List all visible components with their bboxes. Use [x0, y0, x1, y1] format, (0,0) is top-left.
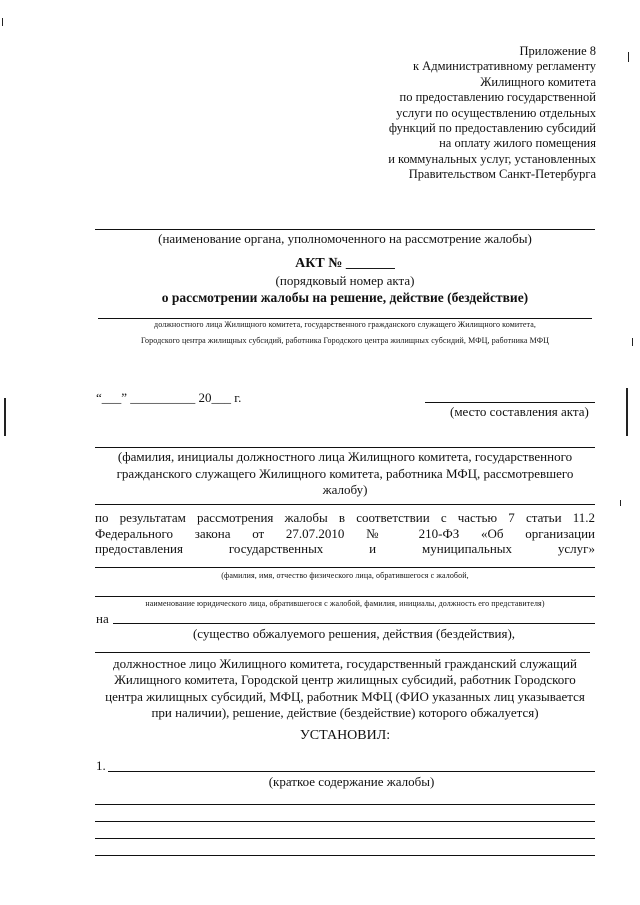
summary-line[interactable] — [95, 838, 595, 839]
subject-caption: (существо обжалуемого решения, действия (бездействия), — [192, 626, 516, 641]
scan-mark — [632, 338, 633, 346]
official-text-line: должностное лицо Жилищного комитета, государственный гражданский служащий — [113, 656, 577, 671]
appendix-line: Приложение 8 — [519, 44, 596, 58]
organ-name-line — [95, 229, 595, 230]
place-line[interactable] — [425, 402, 595, 403]
appendix-line: услуги по осуществлению отдельных — [396, 105, 596, 120]
appendix-line: к Административному регламенту — [412, 59, 596, 74]
subject-line-2[interactable] — [95, 652, 590, 653]
subject-line[interactable] — [113, 623, 595, 624]
appendix-line: на оплату жилого помещения — [439, 136, 596, 151]
appendix-line: Правительством Санкт-Петербурга — [408, 167, 596, 182]
appendix-line: и коммунальных услуг, установленных — [388, 151, 596, 166]
official-text-line: Жилищного комитета, Городской центр жилищных субсидий, работник Городского — [114, 672, 576, 688]
place-caption: (место составления акта) — [450, 404, 589, 419]
scan-mark — [4, 398, 6, 436]
appendix-line: функций по предоставлению субсидий — [388, 121, 596, 136]
summary-line[interactable] — [95, 821, 595, 822]
official-caption: должностного лица Жилищного комитета, государственного гражданского служащего Жилищного комитета, — [154, 320, 536, 329]
scan-mark — [2, 18, 3, 26]
official-caption: Городского центра жилищных субсидий, работника Городского центра жилищных субсидий, МФЦ, работника МФЦ — [140, 336, 549, 345]
appendix-block — [360, 44, 596, 183]
official-text-line: при наличии), решение, действие (бездействие) которого обжалуется) — [151, 705, 539, 721]
legal-entity-caption: наименование юридического лица, обратившегося с жалобой, фамилия, инициалы, должность его представителя) — [145, 599, 545, 608]
scan-mark — [628, 52, 629, 62]
item-number: 1. — [96, 758, 106, 773]
appendix-line: по предоставлению государственной — [399, 90, 596, 105]
established-heading: УСТАНОВИЛ: — [299, 728, 391, 743]
summary-line[interactable] — [95, 855, 595, 856]
reviewer-caption-line: (фамилия, инициалы должностного лица Жилищного комитета, государственного — [117, 449, 573, 464]
applicant-line[interactable] — [95, 567, 595, 568]
results-paragraph — [95, 510, 595, 557]
results-line: Федерального закона от 27.07.2010 № 210-ФЗ «Об организации — [95, 525, 595, 541]
reviewer-caption-line: жалобу) — [322, 482, 368, 497]
date-field[interactable]: “___” __________ 20___ г. — [96, 390, 242, 405]
scan-mark — [620, 500, 621, 506]
appendix-line: Жилищного комитета — [480, 74, 596, 89]
legal-entity-line[interactable] — [95, 596, 595, 597]
reviewer-line[interactable] — [95, 447, 595, 448]
organ-caption: (наименование органа, уполномоченного на рассмотрение жалобы) — [158, 231, 532, 246]
summary-line[interactable] — [95, 804, 595, 805]
reviewer-caption — [95, 449, 595, 499]
summary-line-1[interactable] — [108, 771, 595, 772]
results-line: по результатам рассмотрения жалобы в соответствии с частью 7 статьи 11.2 — [95, 510, 595, 525]
summary-caption: (краткое содержание жалобы) — [268, 774, 435, 789]
official-text — [90, 656, 600, 722]
scan-mark — [626, 388, 628, 436]
act-title: АКТ № _______ — [295, 256, 395, 271]
act-subject: о рассмотрении жалобы на решение, действие (бездействие) — [161, 290, 529, 305]
official-line — [98, 318, 592, 319]
separator-line — [95, 504, 595, 505]
official-text-line: центра жилищных субсидий, МФЦ, работник МФЦ (ФИО указанных лиц указывается — [105, 688, 585, 704]
reviewer-caption-line: гражданского служащего Жилищного комитета, работника МФЦ, рассмотревшего — [116, 465, 574, 481]
results-line: предоставления государственных и муниципальных услуг» — [95, 541, 595, 556]
applicant-caption: (фамилия, имя, отчество физического лица, обратившегося с жалобой, — [221, 571, 469, 580]
on-word: на — [96, 611, 109, 626]
act-number-caption: (порядковый номер акта) — [275, 273, 415, 288]
